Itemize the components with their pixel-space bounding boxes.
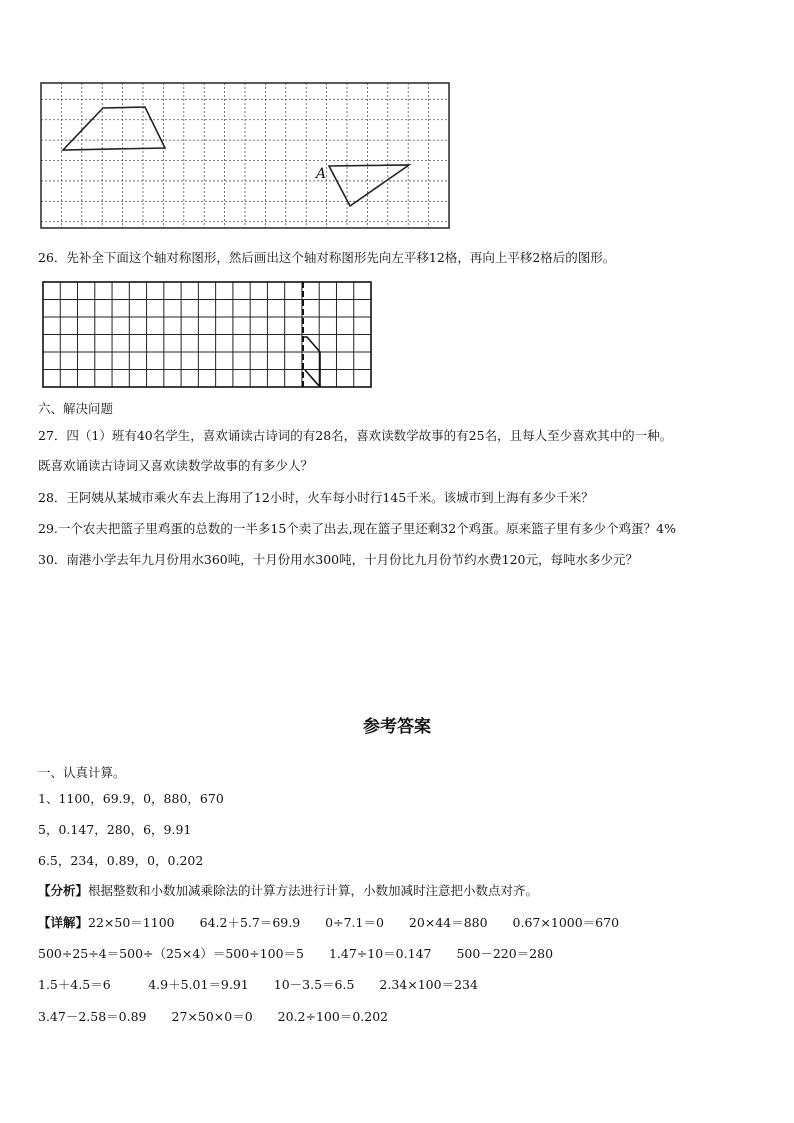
detail-line-3: 1.5＋4.5＝6 4.9＋5.01＝9.91 10－3.5＝6.5 2.34×100＝234 — [38, 977, 478, 992]
analysis-line — [38, 883, 538, 899]
answers-row-2: 5，0.147，280，6，9.91 — [38, 822, 192, 837]
question-28: 28．王阿姨从某城市乘火车去上海用了12小时，火车每小时行145千米。该城市到上海有多少千米？ — [38, 490, 594, 505]
analysis-label: 【分析】 — [38, 883, 89, 898]
analysis-text: 根据整数和小数加减乘除法的计算方法进行计算，小数加减时注意把小数点对齐。 — [88, 883, 539, 898]
answers-title: 参考答案 — [363, 717, 431, 737]
answers-section-1: 一、认真计算。 — [38, 765, 126, 780]
answers-row-1: 1、1100，69.9，0，880，670 — [38, 791, 224, 806]
detail-text-1: 22×50＝1100 64.2＋5.7＝69.9 0÷7.1＝0 20×44＝880 0.67×1000＝670 — [88, 915, 620, 930]
detail-line-4: 3.47－2.58＝0.89 27×50×0＝0 20.2÷100＝0.202 — [38, 1009, 389, 1024]
question-30: 30．南港小学去年九月份用水360吨，十月份用水300吨，十月份比九月份节约水费120元，每吨水多少元？ — [38, 552, 638, 567]
question-27-line1: 27．四（1）班有40名学生，喜欢诵读古诗词的有28名，喜欢读数学故事的有25名，且每人至少喜欢其中的一种。 — [38, 428, 673, 443]
half-shape-edge — [305, 370, 320, 387]
question-29: 29.一个农夫把篮子里鸡蛋的总数的一半多15个卖了出去,现在篮子里还剩32个鸡蛋。原来篮子里有多少个鸡蛋？4% — [38, 521, 676, 536]
answers-row-3: 6.5，234，0.89，0，0.202 — [38, 853, 204, 868]
symmetry-grid-figure — [0, 0, 794, 400]
detail-line-2: 500÷25÷4＝500÷（25×4）＝500÷100＝5 1.47÷10＝0.147 500－220＝280 — [38, 946, 554, 961]
point-label-a: A — [316, 166, 327, 182]
half-shape — [303, 337, 320, 387]
detail-line-1 — [38, 915, 619, 931]
question-27-line2: 既喜欢诵读古诗词又喜欢读数学故事的有多少人？ — [38, 458, 314, 473]
section-6-heading: 六、解决问题 — [38, 401, 114, 416]
question-26: 26．先补全下面这个轴对称图形，然后画出这个轴对称图形先向左平移12格，再向上平移2格后的图形。 — [38, 250, 616, 265]
detail-label: 【详解】 — [38, 915, 89, 930]
